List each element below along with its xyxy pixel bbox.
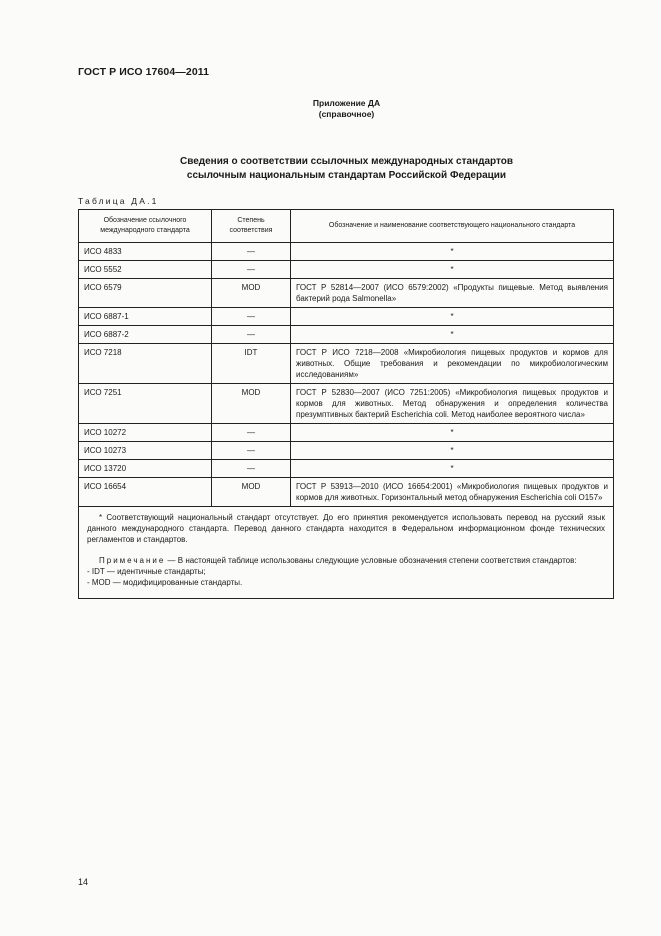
- correspondence-table-wrapper: [78, 209, 614, 599]
- cell-reference: ИСО 7251: [79, 384, 212, 424]
- table-row: [79, 424, 614, 442]
- table-row: [79, 442, 614, 460]
- cell-national: *: [291, 442, 614, 460]
- cell-national: *: [291, 460, 614, 478]
- table-row: [79, 326, 614, 344]
- table-notes-row: [79, 507, 614, 599]
- table-header-row: [79, 210, 614, 243]
- cell-degree: —: [212, 243, 291, 261]
- cell-degree: MOD: [212, 279, 291, 308]
- cell-reference: ИСО 10273: [79, 442, 212, 460]
- cell-national: *: [291, 424, 614, 442]
- note-text: — В настоящей таблице использованы следующие условные обозначения степени соответствия стандартов:: [165, 556, 577, 565]
- cell-degree: —: [212, 460, 291, 478]
- cell-degree: MOD: [212, 384, 291, 424]
- footnote-text: * Соответствующий национальный стандарт отсутствует. До его принятия рекомендуется использовать перевод на русский язык данного международного стандарта. Перевод данного стандарта находится в Федеральном информационном фонде технических регламентов и стандартов.: [87, 513, 605, 544]
- cell-reference: ИСО 6887-2: [79, 326, 212, 344]
- cell-degree: —: [212, 442, 291, 460]
- header-degree: Степень соответствия: [212, 210, 291, 243]
- appendix-heading: [0, 98, 661, 120]
- cell-national: *: [291, 261, 614, 279]
- cell-degree: —: [212, 308, 291, 326]
- table-notes: [79, 507, 614, 599]
- appendix-title: Приложение ДА: [312, 98, 381, 108]
- cell-reference: ИСО 7218: [79, 344, 212, 384]
- cell-national: *: [291, 326, 614, 344]
- note-item-idt: - IDT — идентичные стандарты;: [87, 567, 206, 576]
- table-row: [79, 384, 614, 424]
- cell-national: *: [291, 308, 614, 326]
- table-row: [79, 261, 614, 279]
- header-reference-standard: Обозначение ссылочного международного стандарта: [79, 210, 212, 243]
- page-header: ГОСТ Р ИСО 17604—2011: [78, 66, 210, 78]
- appendix-subtitle: (справочное): [318, 109, 375, 119]
- note-item-mod: - MOD — модифицированные стандарты.: [87, 578, 243, 587]
- document-title-line-1: Сведения о соответствии ссылочных международных стандартов: [179, 156, 514, 167]
- correspondence-table: [78, 209, 614, 599]
- cell-national: ГОСТ Р ИСО 7218—2008 «Микробиология пищевых продуктов и кормов для животных. Общие требования и рекомендации по микробиологическим исследованиям»: [291, 344, 614, 384]
- cell-reference: ИСО 6579: [79, 279, 212, 308]
- table-row: [79, 279, 614, 308]
- table-row: [79, 478, 614, 507]
- note-paragraph: [87, 555, 605, 566]
- cell-national: ГОСТ Р 52830—2007 (ИСО 7251:2005) «Микробиология пищевых продуктов и кормов для животных. Метод обнаружения и определения количества презумптивных бактерий Escherichia coli. Метод наиболее вероятного числа»: [291, 384, 614, 424]
- cell-reference: ИСО 5552: [79, 261, 212, 279]
- cell-degree: —: [212, 326, 291, 344]
- cell-reference: ИСО 6887-1: [79, 308, 212, 326]
- table-row: [79, 243, 614, 261]
- header-national-standard: Обозначение и наименование соответствующего национального стандарта: [291, 210, 614, 243]
- cell-reference: ИСО 10272: [79, 424, 212, 442]
- table-row: [79, 308, 614, 326]
- cell-degree: —: [212, 261, 291, 279]
- table-row: [79, 344, 614, 384]
- cell-degree: IDT: [212, 344, 291, 384]
- cell-national: ГОСТ Р 52814—2007 (ИСО 6579:2002) «Продукты пищевые. Метод выявления бактерий рода Salmonella»: [291, 279, 614, 308]
- document-title-line-2: ссылочным национальным стандартам Российской Федерации: [186, 170, 507, 181]
- note-label: Примечание: [99, 556, 166, 565]
- cell-degree: —: [212, 424, 291, 442]
- table-row: [79, 460, 614, 478]
- cell-reference: ИСО 4833: [79, 243, 212, 261]
- page-number: 14: [78, 877, 89, 887]
- cell-degree: MOD: [212, 478, 291, 507]
- cell-reference: ИСО 13720: [79, 460, 212, 478]
- cell-national: *: [291, 243, 614, 261]
- document-title: [0, 155, 661, 183]
- cell-reference: ИСО 16654: [79, 478, 212, 507]
- cell-national: ГОСТ Р 53913—2010 (ИСО 16654:2001) «Микробиология пищевых продуктов и кормов для животных. Горизонтальный метод обнаружения Escherichia coli O157»: [291, 478, 614, 507]
- table-label: Таблица ДА.1: [78, 196, 159, 206]
